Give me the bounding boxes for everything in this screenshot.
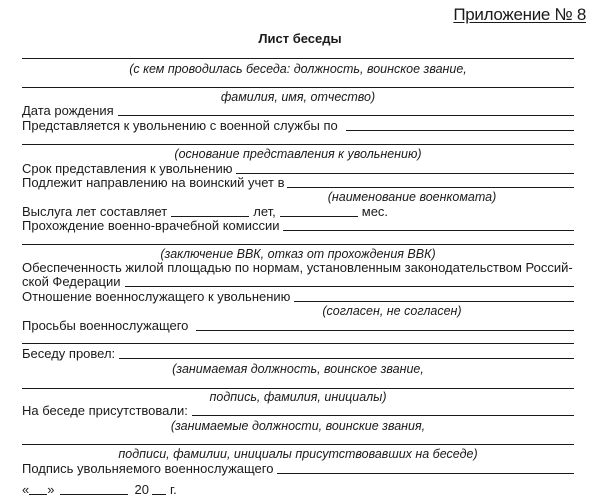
military-registration-row [22,176,574,190]
attendees-row [22,404,574,418]
date-year-field[interactable] [152,483,166,495]
submission-period-row [22,162,574,176]
attitude-row [22,290,574,304]
caption-basis: (основание представления к увольнению) [174,147,422,161]
caption-attendees-positions: (занимаемые должности, воинские звания, [170,419,426,433]
housing-field[interactable] [125,275,574,287]
date-year-suffix: г. [169,482,177,497]
dismissal-submission-row [22,119,574,133]
conducted-by-field[interactable] [119,347,574,359]
caption-commissariat: (наименование военкомата) [327,190,497,204]
years-unit-label: лет, [253,204,276,219]
medical-commission-row [22,219,574,233]
caption-vvk: (заключение ВВК, отказ от прохождения ВВК) [160,247,436,261]
military-registration-field[interactable] [287,176,574,188]
birth-date-label: Дата рождения [22,103,114,118]
blank-line-vvk[interactable] [22,244,574,245]
service-years-label: Выслуга лет составляет [22,204,168,219]
appendix-number: Приложение № 8 [453,5,586,24]
caption-person: (с кем проводилась беседа: должность, воинское звание, [129,62,467,76]
requests-row [22,319,574,333]
birth-date-row [22,104,574,118]
conducted-by-row [22,347,574,361]
service-months-field[interactable] [280,205,358,217]
dismissal-submission-label: Представляется к увольнению с военной службы по [22,118,338,133]
birth-date-field[interactable] [118,104,574,116]
caption-conductor-signature: подпись, фамилия, инициалы) [209,390,387,404]
dismissed-signature-row [22,462,574,476]
housing-row [22,275,574,289]
attendees-field[interactable] [192,404,574,416]
caption-conductor-position: (занимаемая должность, воинское звание, [172,362,424,376]
medical-commission-label: Прохождение военно-врачебной комиссии [22,218,280,233]
page-title: Лист беседы [258,31,342,46]
conducted-by-label: Беседу провел: [22,346,116,361]
medical-commission-field[interactable] [283,219,574,231]
submission-period-label: Срок представления к увольнению [22,161,233,176]
housing-label-line2: ской Федерации [22,274,121,289]
dismissed-signature-field[interactable] [277,462,574,474]
blank-line-attendees[interactable] [22,444,574,445]
caption-name: фамилия, имя, отчество) [220,90,376,104]
blank-line-conductor[interactable] [22,388,574,389]
date-year-prefix: 20 [134,482,149,497]
submission-period-field[interactable] [236,162,574,174]
blank-line-person-2[interactable] [22,87,574,88]
date-row [22,483,177,497]
requests-field[interactable] [196,319,574,331]
dismissal-submission-field[interactable] [346,119,574,131]
service-years-field[interactable] [171,205,249,217]
date-month-field[interactable] [60,483,128,495]
blank-line-basis[interactable] [22,144,574,145]
months-unit-label: мес. [361,204,389,219]
blank-line-requests[interactable] [22,343,574,344]
blank-line-person[interactable] [22,58,574,59]
caption-attitude: (согласен, не согласен) [322,304,462,318]
date-day-field[interactable] [29,483,47,495]
military-registration-label: Подлежит направлению на воинский учет в [22,175,285,190]
service-years-row [22,205,388,219]
attitude-label: Отношение военнослужащего к увольнению [22,289,291,304]
attitude-field[interactable] [294,290,574,302]
attendees-label: На беседе присутствовали: [22,403,188,418]
date-open-quote: « [22,482,30,497]
requests-label: Просьбы военнослужащего [22,318,189,333]
date-close-quote: » [47,482,55,497]
housing-label-line1: Обеспеченность жилой площадью по нормам, установленным законодательством Россий- [22,260,573,275]
dismissed-signature-label: Подпись увольняемого военнослужащего [22,461,274,476]
caption-attendees-signatures: подписи, фамилии, инициалы присутствовавших на беседе) [118,447,478,461]
